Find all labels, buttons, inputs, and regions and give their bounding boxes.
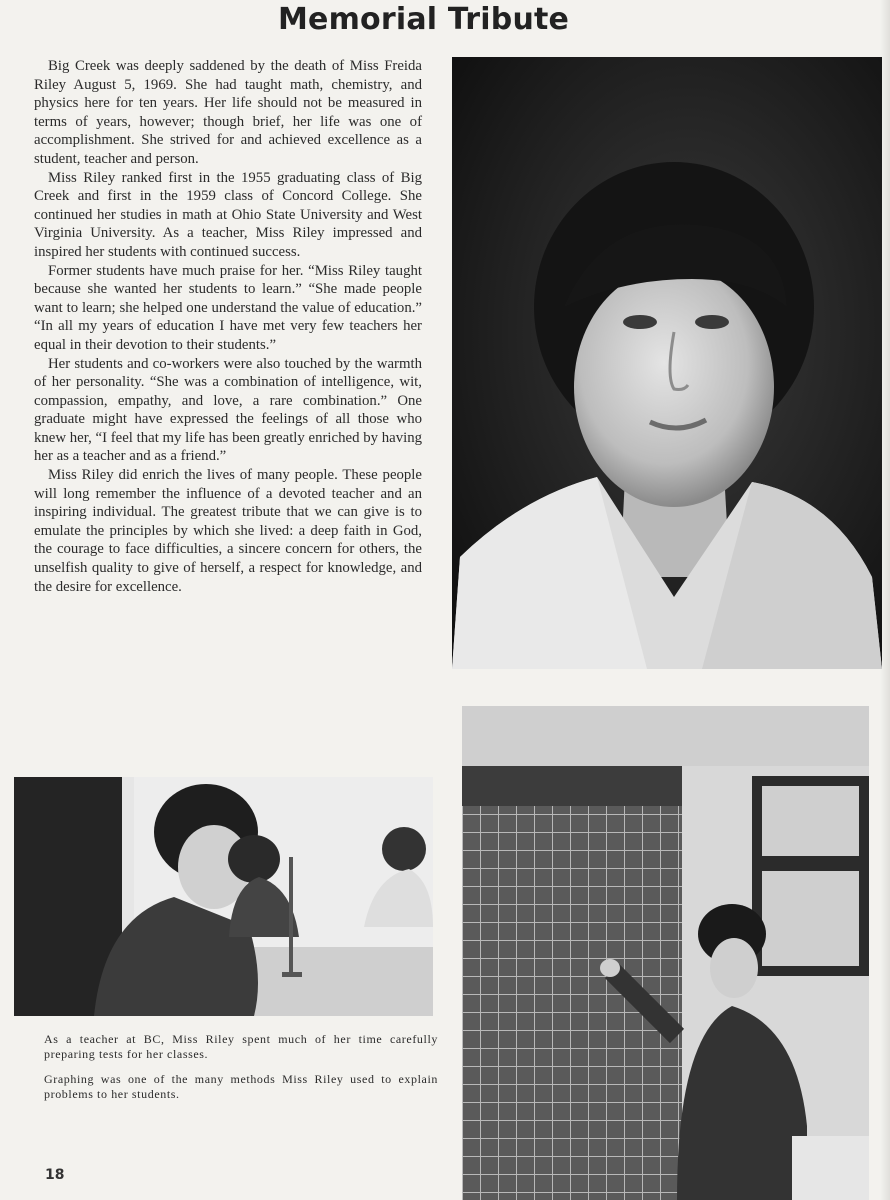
article-paragraph: Former students have much praise for her. “Miss Riley taught because she wanted her students to learn.” “She made people want to learn; she helped one understand the value of education.” “In all my years of education I have met very few teachers her equal in their devotion to their students.”: [34, 262, 422, 353]
article-paragraph: Big Creek was deeply saddened by the death of Miss Freida Riley August 5, 1969. She had taught math, chemistry, and physics here for ten years. Her life should not be measured in terms of years, however; though brief, her life was one of accomplishment. She strived for and achieved excellence as a student, teacher and person.: [34, 58, 422, 167]
article-paragraph: Miss Riley did enrich the lives of many people. These people will long remember the influence of a devoted teacher and an inspiring individual. The greatest tribute that we can give is to emulate the principles by which she lived: a deep faith in God, the courage to face difficulties, a sincere concern for others, the unselfish quality to give of herself, a respect for knowledge, and the desire for excellence.: [34, 467, 422, 595]
page-edge-shadow: [880, 0, 890, 1200]
caption-tests: As a teacher at BC, Miss Riley spent much of her time carefully preparing tests for her classes.: [44, 1032, 438, 1061]
page-title: Memorial Tribute: [278, 2, 570, 37]
tribute-article: [34, 57, 422, 596]
portrait-photo: [452, 57, 882, 669]
caption-graphing: Graphing was one of the many methods Miss Riley used to explain problems to her students.: [44, 1072, 438, 1101]
article-paragraph: Her students and co-workers were also touched by the warmth of her personality. “She was a combination of intelligence, wit, compassion, empathy, and love, a rare combination.” One graduate might have expressed the feelings of all those who knew her, “I feel that my life has been greatly enriched by having her as a teacher and as a friend.”: [34, 355, 422, 465]
blackboard-photo: [462, 706, 869, 1200]
page-number: 18: [45, 1167, 65, 1183]
article-paragraph: Miss Riley ranked first in the 1955 graduating class of Big Creek and first in the 1959 class of Concord College. She continued her studies in math at Ohio State University and West Virginia University. As a teacher, Miss Riley impressed and inspired her students with continued success.: [34, 169, 422, 260]
classroom-photo: [14, 777, 433, 1016]
